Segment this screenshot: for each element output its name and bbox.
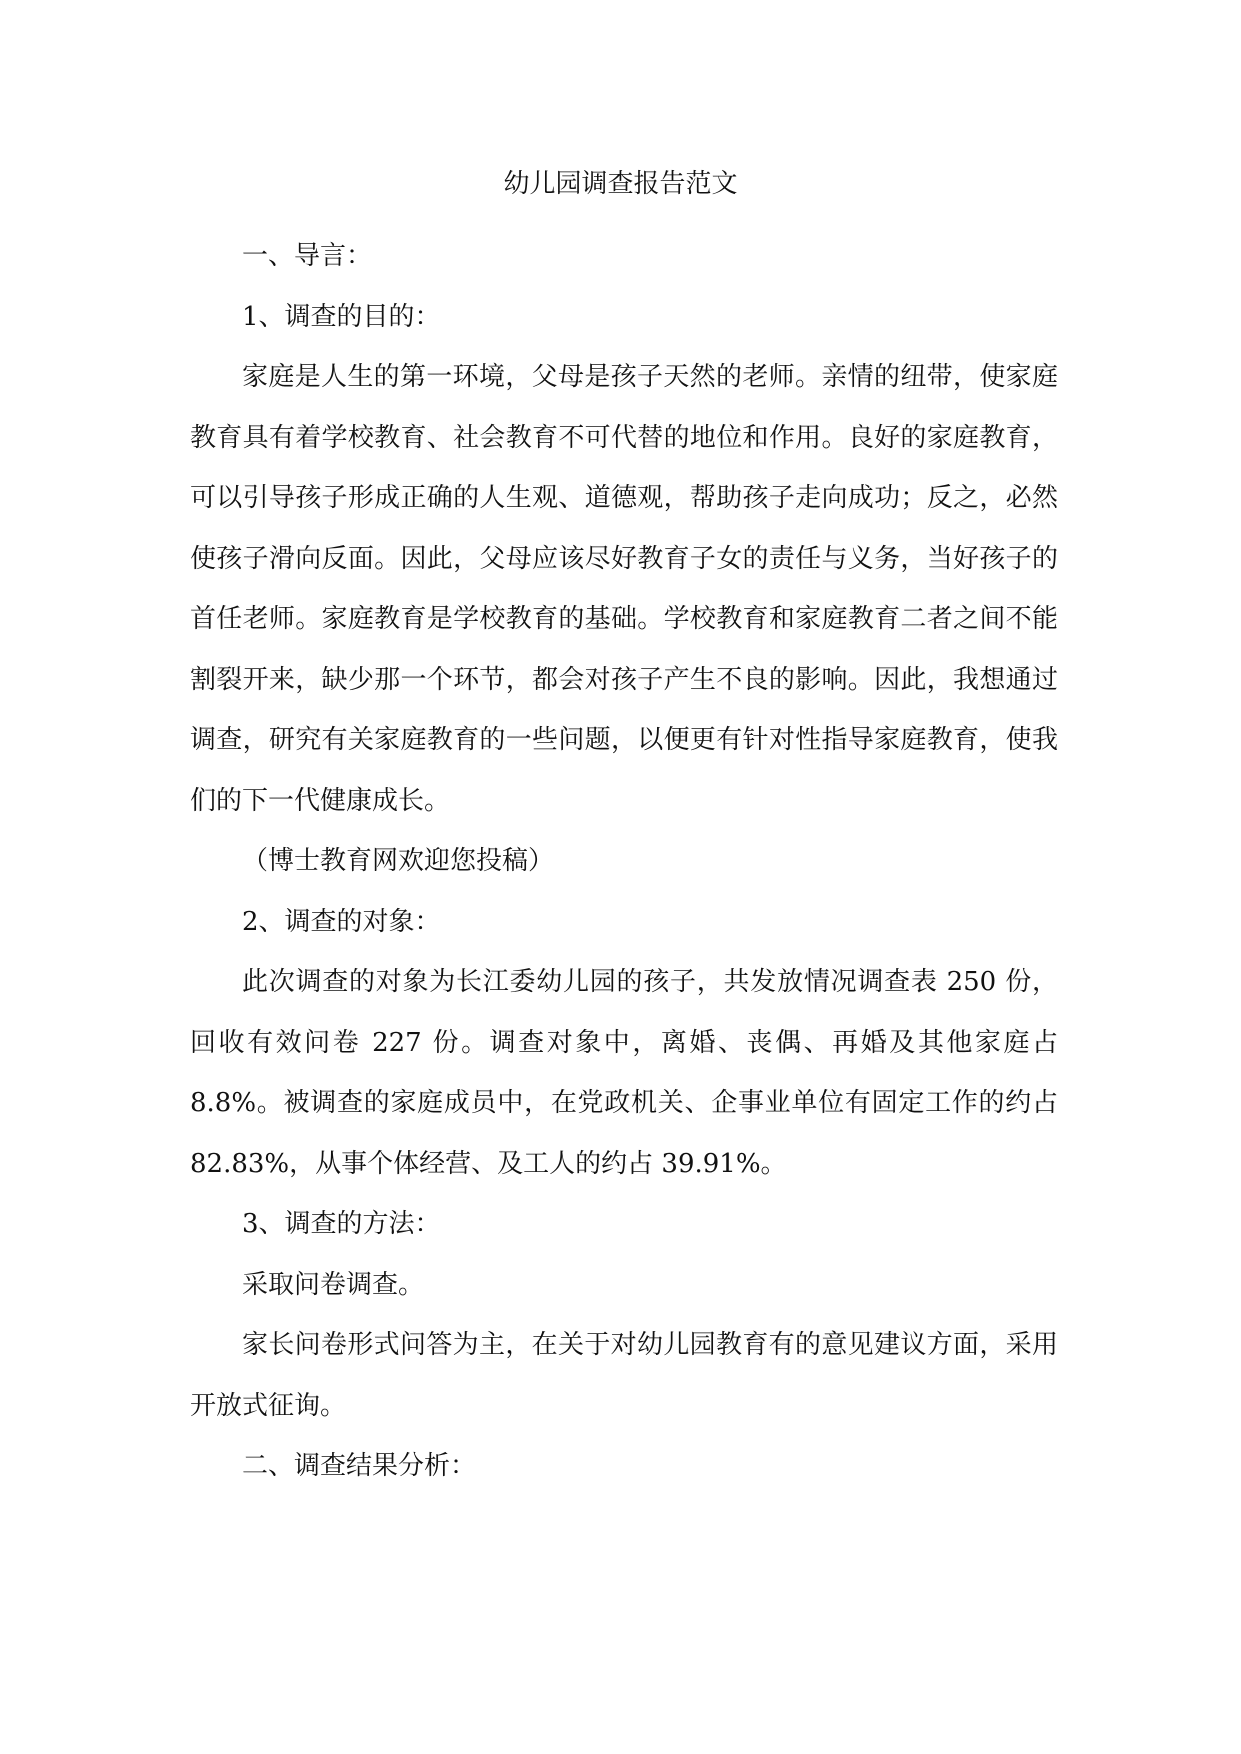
subheading-subjects: 2、调查的对象： bbox=[242, 906, 441, 937]
subheading-purpose: 1、调查的目的： bbox=[242, 301, 441, 332]
paragraph-subjects: 此次调查的对象为长江委幼儿园的孩子，共发放情况调查表 250 份，回收有效问卷 227 份。调查对象中，离婚、丧偶、再婚及其他家庭占 8.8%。被调查的家庭成员中，在党政机关、企事业单位有固定工作的约占 82.83%，从事个体经营、及工人的约占 39.91%。 bbox=[190, 967, 1058, 1179]
paragraph-method: 采取问卷调查。 bbox=[242, 1269, 425, 1300]
subheading-method: 3、调查的方法： bbox=[242, 1209, 441, 1239]
document-body bbox=[190, 226, 1058, 1497]
paragraph-purpose: 家庭是人生的第一环境，父母是孩子天然的老师。亲情的纽带，使家庭教育具有着学校教育、社会教育不可代替的地位和作用。良好的家庭教育，可以引导孩子形成正确的人生观、道德观，帮助孩子走向成功；反之，必然使孩子滑向反面。因此，父母应该尽好教育子女的责任与义务，当好孩子的首任老师。家庭教育是学校教育的基础。学校教育和家庭教育二者之间不能割裂开来，缺少那一个环节，都会对孩子产生不良的影响。因此，我想通过调查，研究有关家庭教育的一些问题，以便更有针对性指导家庭教育，使我们的下一代健康成长。 bbox=[190, 362, 1058, 816]
document-title: 幼儿园调查报告范文 bbox=[503, 169, 738, 199]
section-heading-intro: 一、导言： bbox=[242, 241, 373, 271]
section-heading-analysis: 二、调查结果分析： bbox=[242, 1451, 477, 1481]
contribution-note: （博士教育网欢迎您投稿） bbox=[242, 846, 555, 876]
paragraph-method-detail: 家长问卷形式问答为主，在关于对幼儿园教育有的意见建议方面，采用开放式征询。 bbox=[190, 1330, 1058, 1421]
